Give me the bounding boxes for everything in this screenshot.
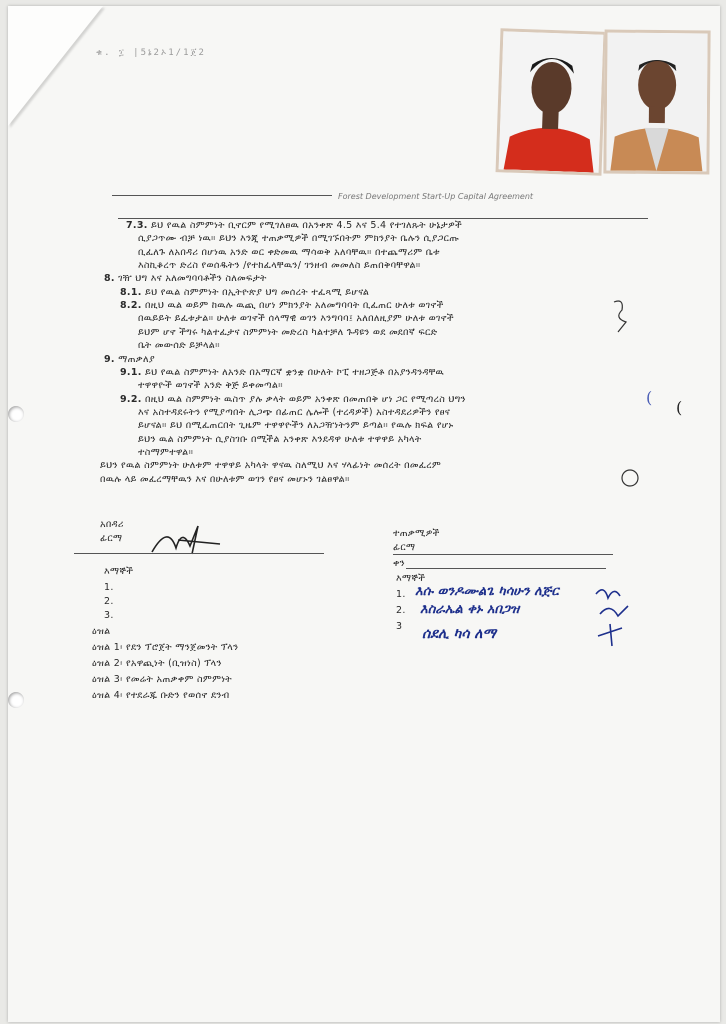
clause-text: ይህን ዉል ስምምነት ሲያስገቡ በሚችል አንቀጽ እንደዳዋ ሁለቱ ተዋዋይ አካላት (138, 433, 422, 445)
portrait-photo-2 (603, 30, 710, 175)
agreement-line (138, 313, 454, 324)
clause-text: ይህ የዉል ስምምነት በኢትዮጵያ ህግ መሰረት ተፈጻሚ ይሆናል (144, 286, 370, 298)
beneficiaries-signature-label: ፊርማ (393, 542, 416, 553)
lender-rule (74, 553, 324, 554)
clause-text: ይህ የዉል ስምምነት ቢኖርም የሚገለፀዉ በአንቀጽ 4.5 እና 5.4 የተገለጹት ሁኔታዎች (150, 220, 462, 231)
beneficiaries-heading: ተጠቃሚዎች (393, 528, 440, 539)
lender-heading: አበዳሪ (100, 519, 124, 530)
agreement-line (126, 220, 462, 231)
annex-item-3: ዕዝል 3፡ የመሬት አጠቃቀም ስምምነት (92, 674, 233, 685)
pen-mark: ( (676, 398, 683, 417)
lender-witness-1: 1. (104, 582, 114, 593)
lender-witness-2: 2. (104, 596, 114, 607)
beneficiaries-witness-1-num: 1. (396, 589, 406, 600)
date-label: ቀን (393, 558, 405, 569)
agreement-line (138, 447, 193, 458)
clause-number: 9. (104, 353, 115, 365)
clause-text: ይህ የዉል ስምምነት ለአንድ በአማርኛ ቋንቋ በሁለት ኮፒ ተዘጋጅቶ በአያንዳንዳቸዉ (144, 366, 445, 378)
agreement-line (138, 407, 450, 418)
blue-pen-mark: ( (646, 388, 653, 407)
annex-item-2: ዕዝል 2፡ የአዋጪነት (ቢዝነስ) ፕላን (92, 658, 222, 669)
title-rule-left (112, 195, 332, 196)
clause-number: 8. (104, 273, 115, 285)
agreement-title: Forest Development Start-Up Capital Agreement (338, 192, 534, 201)
clause-text: ይህን የዉል ስምምነት ሁለቱም ተዋዋይ አካላት ዋናዉ ስለሚህ እና ሃላፊነት መሰረት በመፈረም (100, 460, 442, 472)
witness-initials (592, 584, 642, 650)
agreement-line (138, 260, 421, 271)
clause-text: በዚህ ዉል ስምምነት ዉስጥ ያሉ ቃላት ወይም አንቀጽ በመጠበቅ ሆነ ጋር የሚጣረስ ህግን (144, 393, 466, 405)
portrait-photo-1 (496, 28, 607, 176)
agreement-line (138, 420, 453, 431)
clause-text: ተስማምተዋል። (138, 446, 194, 458)
title-rule (118, 218, 648, 219)
agreement-line (120, 394, 466, 405)
agreement-line (100, 474, 350, 485)
annex-heading: ዕዝል (92, 626, 111, 637)
clause-text: ይሆናል። ይህ በሚፈጠርበት ጊዜም ተዋዋዮችን ለአጋዥነትንም ይጣል። የዉሉ ክፍል የሆኑ (138, 420, 454, 432)
margin-circle-mark (618, 464, 644, 492)
clause-number: 7.3. (126, 220, 148, 231)
handwritten-witness-2: እስራኤል ቀኑ አበጋዝ (420, 602, 520, 617)
agreement-line (120, 287, 369, 298)
clause-text: ማጠቃለያ (118, 353, 155, 365)
handwritten-witness-3: ሰደሊ ካሳ ለማ (422, 626, 496, 642)
lender-signature (148, 518, 228, 558)
clause-number: 8.2. (120, 300, 142, 312)
annex-item-1: ዕዝል 1፡ የደን ፕሮጀት ማንጀመንት ፕላን (92, 642, 239, 653)
annex-item-4: ዕዝል 4፡ የተደራጁ ቡድን የወሰኖ ደንብ (92, 690, 230, 701)
beneficiaries-rule (393, 554, 613, 555)
agreement-line (138, 247, 440, 258)
clause-text: ሲያጋጥሙ ብቻ ነዉ። ይህን እንጂ ተጠቃሚዎች በሚገኙበትም ምክንያት ቤሉን ሲያጋርጡ (138, 233, 460, 245)
header-reference: ቁ. ፲ |5ኔ2ኦ1/1ጀ2 (96, 48, 206, 58)
lender-signature-label: ፊርማ (100, 533, 123, 544)
agreement-line (138, 340, 220, 351)
document-page (8, 6, 720, 1022)
agreement-line (120, 367, 444, 378)
clause-text: ቤት መውሰድ ይቻላል። (138, 340, 220, 352)
handwritten-witness-1: እሱ ወንዶሙልጌ ካሳሁን ለጅር (415, 584, 559, 599)
clause-text: በዉይይት ይፈቱታል። ሁለቱ ወገኖች ሰላማዊ ወገን እንግባባ፤ አለበለዚያም ሁለቱ ወገኖች (138, 313, 454, 325)
clause-text: እና አስተዳደሩትን የሚያጣበት ሊጋጭ በፊጠር ሌሎች (ተረዳዎች) አስተዳደሪዎችን የፀና (138, 406, 451, 418)
agreement-line (104, 273, 267, 284)
agreement-line (138, 434, 422, 445)
date-rule (406, 568, 606, 569)
beneficiaries-witness-3-num: 3 (396, 621, 403, 632)
margin-initial-mark (608, 296, 638, 336)
punch-hole-top (8, 406, 24, 422)
clause-number: 9.2. (120, 393, 142, 405)
agreement-line (104, 354, 155, 365)
agreement-line (138, 380, 283, 391)
clause-text: ይህም ሆኖ ችግሩ ካልተፈታና ስምምነት መድረስ ካልተቻለ ጉዳዩን ወደ መደበኛ ፍርድ (138, 326, 438, 338)
clause-number: 9.1. (120, 366, 142, 378)
clause-text: እስኪቆረጥ ድረስ የወሰዱትን /የተከፈላቸዉን/ ገንዘብ መመለስ ይጠበቅባቸዋል። (138, 260, 421, 272)
lender-witness-3: 3. (104, 610, 114, 621)
clause-text: ተዋዋዮች ወገኖች አንድ ቅጅ ይቀመጣል። (138, 380, 283, 392)
folded-corner (8, 6, 103, 126)
agreement-line (100, 460, 441, 471)
beneficiaries-witness-2-num: 2. (396, 605, 406, 616)
agreement-line (138, 233, 459, 244)
clause-number: 8.1. (120, 286, 142, 298)
agreement-line (138, 327, 437, 338)
beneficiaries-witnesses-label: እማኞች (396, 573, 426, 584)
clause-text: በዉሉ ላይ መፈረማቸዉን እና በሁለቱም ወገን የፀና መሆኑን ገልፀዋል። (100, 473, 350, 485)
clause-text: ገዥ ህግ እና አለመግባባቶችን ስለመፍታት (118, 273, 267, 285)
lender-witnesses-label: እማኞች (104, 566, 134, 577)
clause-text: በዚህ ዉል ወይም ከዉሉ ዉጪ በሆነ ምክንያት አለመግባባት ቢፈጠር ሁለቱ ወገኖች (144, 300, 444, 312)
clause-text: ቢፈለጉ ለአበዳሪ በሆነዉ አንድ ወር ቀድመዉ ማሳወቅ አለባቸዉ። በተጨማሪም ቤቱ (138, 246, 440, 258)
punch-hole-bottom (8, 692, 24, 708)
agreement-line (120, 300, 444, 311)
